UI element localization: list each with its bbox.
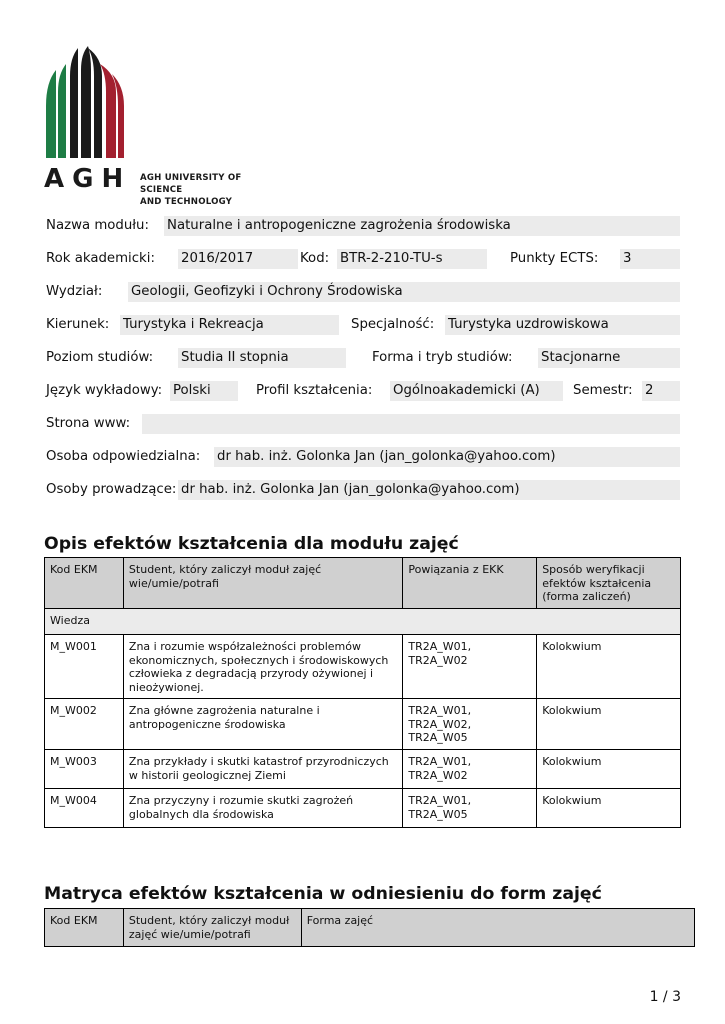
lecturers-value: dr hab. inż. Golonka Jan (jan_golonka@yahoo.com) (178, 480, 680, 500)
header-cell: Student, który zaliczył moduł zajęć wie/umie/potrafi (123, 909, 301, 947)
outcome-links: TR2A_W01, TR2A_W05 (403, 789, 537, 828)
table-row (45, 789, 681, 828)
agh-logo (44, 46, 274, 207)
code-value: BTR-2-210-TU-s (337, 249, 487, 269)
semester-label: Semestr: (573, 383, 633, 398)
outcome-verification: Kolokwium (537, 635, 681, 699)
header-cell: Powiązania z EKK (403, 558, 537, 609)
responsible-value: dr hab. inż. Golonka Jan (jan_golonka@yahoo.com) (214, 447, 680, 467)
responsible-label: Osoba odpowiedzialna: (46, 449, 201, 464)
faculty-value: Geologii, Geofizyki i Ochrony Środowiska (128, 282, 680, 302)
agh-logo-bars-icon (44, 46, 124, 158)
form-label: Forma i tryb studiów: (372, 350, 513, 365)
header-cell: Student, który zaliczył moduł zajęć wie/umie/potrafi (123, 558, 402, 609)
outcome-verification: Kolokwium (537, 789, 681, 828)
outcome-description: Zna przykłady i skutki katastrof przyrodniczych w historii geologicznej Ziemi (123, 750, 402, 789)
faculty-label: Wydział: (46, 284, 103, 299)
website-value (142, 414, 680, 434)
matrix-header-row (45, 909, 695, 947)
group-label: Wiedza (45, 609, 681, 635)
outcome-links: TR2A_W01, TR2A_W02 (403, 635, 537, 699)
group-row (45, 609, 681, 635)
code-label: Kod: (300, 251, 330, 266)
matrix-title: Matryca efektów kształcenia w odniesieniu do form zajęć (44, 884, 602, 904)
website-label: Strona www: (46, 416, 131, 431)
ects-value: 3 (620, 249, 680, 269)
outcome-code: M_W002 (45, 699, 124, 750)
matrix-table (44, 908, 695, 947)
semester-value: 2 (642, 381, 680, 401)
module-name-label: Nazwa modułu: (46, 218, 149, 233)
outcome-verification: Kolokwium (537, 699, 681, 750)
academic-year-value: 2016/2017 (178, 249, 298, 269)
form-value: Stacjonarne (538, 348, 680, 368)
header-cell: Sposób weryfikacji efektów kształcenia (forma zaliczeń) (537, 558, 681, 609)
header-cell: Kod EKM (45, 909, 124, 947)
table-row (45, 699, 681, 750)
field-of-study-label: Kierunek: (46, 317, 110, 332)
outcomes-title: Opis efektów kształcenia dla modułu zajęć (44, 534, 459, 554)
field-of-study-value: Turystyka i Rekreacja (120, 315, 339, 335)
specialty-value: Turystyka uzdrowiskowa (445, 315, 680, 335)
outcome-verification: Kolokwium (537, 750, 681, 789)
outcomes-header-row (45, 558, 681, 609)
module-name-value: Naturalne i antropogeniczne zagrożenia środowiska (164, 216, 680, 236)
specialty-label: Specjalność: (351, 317, 435, 332)
outcome-description: Zna przyczyny i rozumie skutki zagrożeń globalnych dla środowiska (123, 789, 402, 828)
agh-logo-letters: AGH (44, 164, 132, 194)
outcomes-table (44, 557, 681, 828)
ects-label: Punkty ECTS: (510, 251, 599, 266)
language-label: Język wykładowy: (46, 383, 163, 398)
outcome-description: Zna i rozumie współzależności problemów ekonomicznych, społecznych i środowiskowych człowieka z degradacją przyrody ożywionej i nieożywionej. (123, 635, 402, 699)
lecturers-label: Osoby prowadzące: (46, 482, 177, 497)
level-label: Poziom studiów: (46, 350, 154, 365)
language-value: Polski (170, 381, 238, 401)
outcome-description: Zna główne zagrożenia naturalne i antropogeniczne środowiska (123, 699, 402, 750)
profile-value: Ogólnoakademicki (A) (390, 381, 563, 401)
outcome-code: M_W004 (45, 789, 124, 828)
header-cell: Forma zajęć (301, 909, 694, 947)
outcome-links: TR2A_W01, TR2A_W02, TR2A_W05 (403, 699, 537, 750)
profile-label: Profil kształcenia: (256, 383, 373, 398)
page-number: 1 / 3 (649, 989, 681, 1005)
outcome-code: M_W001 (45, 635, 124, 699)
level-value: Studia II stopnia (178, 348, 346, 368)
table-row (45, 750, 681, 789)
university-name: AGH UNIVERSITY OF SCIENCE AND TECHNOLOGY (140, 173, 242, 207)
outcome-code: M_W003 (45, 750, 124, 789)
outcome-links: TR2A_W01, TR2A_W02 (403, 750, 537, 789)
academic-year-label: Rok akademicki: (46, 251, 155, 266)
table-row (45, 635, 681, 699)
header-cell: Kod EKM (45, 558, 124, 609)
